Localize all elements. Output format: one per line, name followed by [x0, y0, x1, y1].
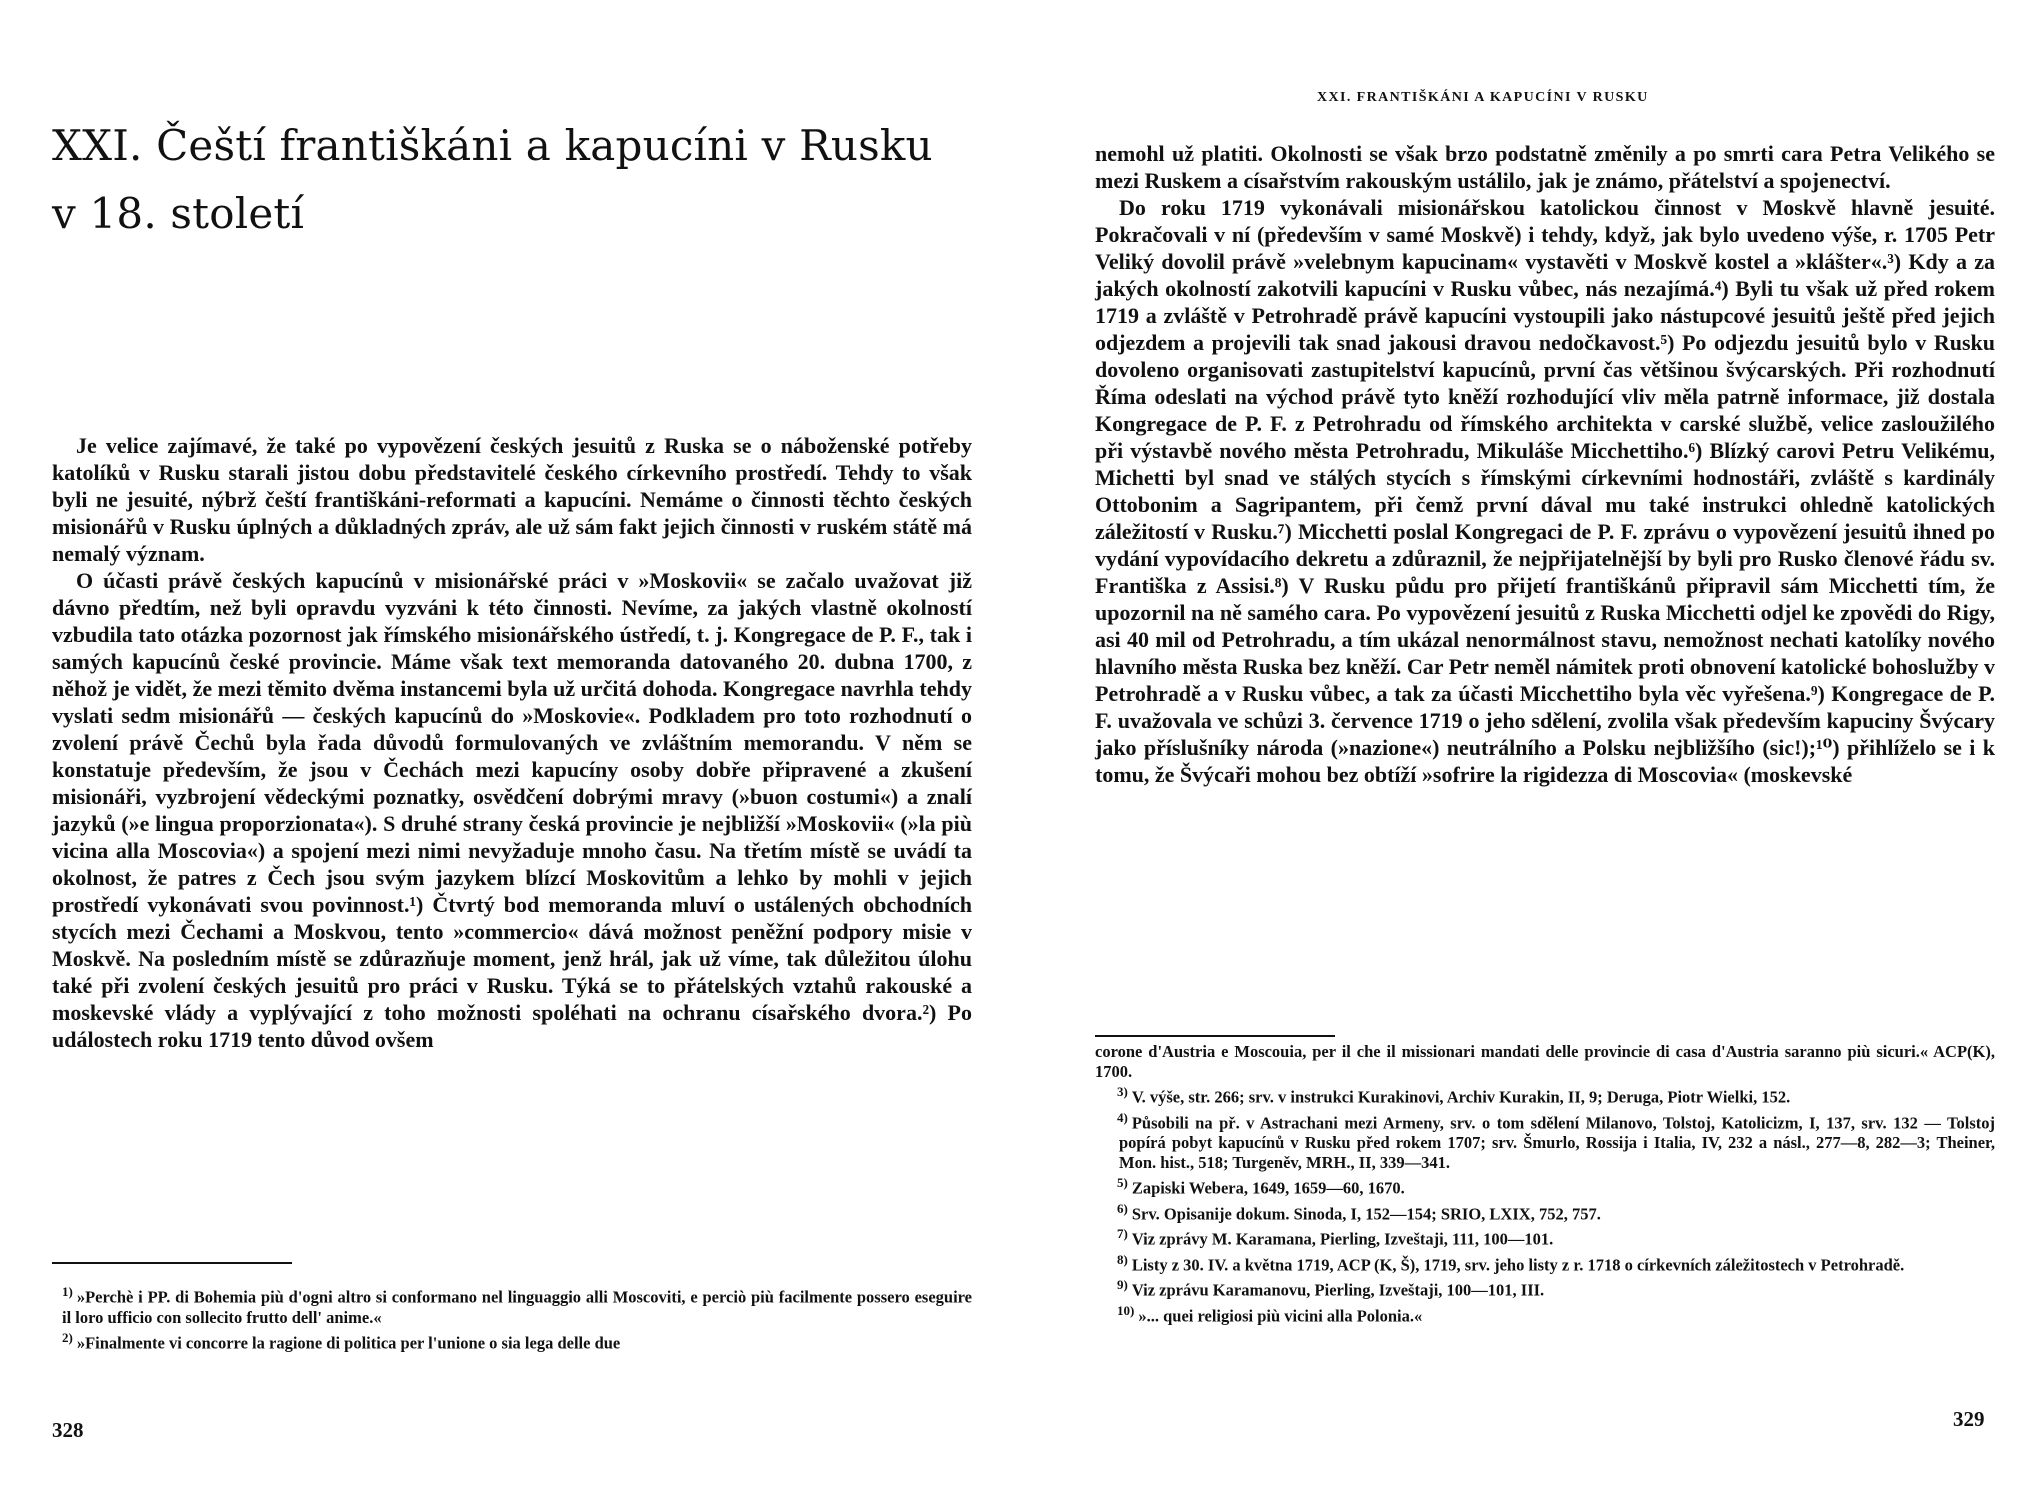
- footnote-mark: 4): [1117, 1109, 1128, 1125]
- footnote-rule: [52, 1262, 292, 1264]
- footnote-mark: 2): [62, 1329, 73, 1345]
- footnote: [62, 1328, 972, 1354]
- footnote-text: V. výše, str. 266; srv. v instrukci Kurakinovi, Archiv Kurakin, II, 9; Deruga, Piotr Wielki, 152.: [1131, 1087, 1791, 1107]
- paragraph: Je velice zajímavé, že také po vypovězení českých jesuitů z Ruska se o náboženské potřeby katolíků v Rusku starali jistou dobu představitelé českého církevního prostředí. Tehdy to však byli ne jesuité, nýbrž čeští františkáni-reformati a kapucíni. Nemáme o činnosti těchto českých misionářů v Rusku úplných a důkladných zpráv, ale už sám fakt jejich činnosti v ruském státě má nemalý význam.: [52, 433, 972, 566]
- page-number: 329: [1953, 1407, 1985, 1431]
- footnote-mark: 9): [1117, 1277, 1128, 1292]
- footnote-text: Působili na př. v Astrachani mezi Armeny, srv. o tom sdělení Milanovo, Tolstoj, Katolicizm, I, 137, srv. 132 — Tolstoj popírá pobyt kapucínů v Rusku před rokem 1707; srv. Šmurlo, Rossija i Italia, IV, 232 a násl., 277—8, 282—3; Theiner, Mon. hist., 518; Turgeněv, MRH., II, 339—341.: [1119, 1113, 1995, 1172]
- paragraph: O účasti právě českých kapucínů v misionářské práci v »Moskovii« se začalo uvažovat již dávno předtím, než byli opravdu vyzváni k této činnosti. Nevíme, za jakých vlastně okolností vzbudila tato otázka pozornost jak římského misionářského ústředí, t. j. Kongregace de P. F., tak i samých kapucínů české provincie. Máme však text memoranda datovaného 20. dubna 1700, z něhož je vidět, že mezi těmito dvěma instancemi byla už určitá dohoda. Kongregace navrhla tehdy vyslati sedm misionářů — českých kapucínů do »Moskovie«. Podkladem pro toto rozhodnutí o zvolení právě Čechů byla řada důvodů formulovaných ve zvláštním memorandu. V něm se konstatuje především, že jsou v Čechách mezi kapucíny osoby dobře připravené a zkušení misionáři, vyzbrojení vědeckými poznatky, osvědčení dobrými mravy (»buon costumi«) a znalí jazyků (»e lingua proporzionata«). S druhé strany česká provincie je nejbližší »Moskovii« (»la più vicina alla Moscovia«) a spojení mezi nimi nevyžaduje mnoho času. Na třetím místě se uvádí ta okolnost, že patres z Čech jsou svým jazykem blízcí Moskovitům a lehko by mohli v jejich prostředí vykonávati svou povinnost.¹) Čtvrtý bod memoranda mluví o ustálených obchodních stycích mezi Čechami a Moskvou, tento »commercio« dává možnost peněžní podpory misie v Moskvě. Na posledním místě se zdůrazňuje moment, jenž hrál, jak už víme, tak důležitou úlohu také při zvolení českých jesuitů pro práci v Rusku. Týká se to přátelských vztahů rakouské a moskevské vlády a vyplývající z toho možnosti spoléhati na ochranu císařského dvora.²) Po událostech roku 1719 tento důvod ovšem: [52, 568, 972, 1052]
- paragraph: Do roku 1719 vykonávali misionářskou katolickou činnost v Moskvě hlavně jesuité. Pokračovali v ní (především v samé Moskvě) i tehdy, když, jak bylo uvedeno výše, r. 1705 Petr Veliký dovolil právě »velebnym kapucinam« vystavěti v Moskvě kostel a »klášter«.³) Kdy a za jakých okolností zakotvili kapucíni v Rusku vůbec, nás nezajímá.⁴) Byli tu však už před rokem 1719 a zvláště v Petrohradě právě kapucíni vystoupili jako nástupcové jesuitů ještě před jejich odjezdem a projevili tak snad jakousi dravou nedočkavost.⁵) Po odjezdu jesuitů bylo v Rusku dovoleno organisovati zastupitelství kapucínů, první čas většinou švýcarských. Při rozhodnutí Říma odeslati na východ právě tyto kněží rozhodující vliv měla patrně informace, již dostala Kongregace de P. F. z Petrohradu od římského architekta v carské službě, velice zasloužilého při výstavbě nového města Petrohradu, Mikuláše Micchettiho.⁶) Blízký carovi Petru Velikému, Michetti byl snad ve stálých stycích s římskými církevními hodnostáři, zvláště s kardinály Ottobonim a Sagripantem, při čemž první dával mu také instrukci ohledně katolických záležitostí v Rusku.⁷) Micchetti poslal Kongregaci de P. F. zprávu o vypovězení jesuitů ihned po vydání vypovídacího dekretu a zdůraznil, že nejpřijatelnější by byli pro Rusko členové řádu sv. Františka z Assisi.⁸) V Rusku půdu pro přijetí františkánů připravil sám Micchetti tím, že upozornil na ně samého cara. Po vypovězení jesuitů z Ruska Micchetti odjel ke zpovědi do Rigy, asi 40 mil od Petrohradu, a tím ukázal nenormálnost stavu, nemožnost nechati katolíky nového hlavního města Ruska bez kněží. Car Petr neměl námitek proti obnovení katolické bohoslužby v Petrohradě a v Rusku vůbec, a tak za účasti Micchettiho byla věc vyřešena.⁹) Kongregace de P. F. uvažovala ve schůzi 3. července 1719 o jeho sdělení, zvolila však především kapuciny Švýcary jako příslušníky národa (»nazione«) neutrálního a Polsku nejbližšího (sic!);¹⁰) přihlíželo se i k tomu, že Švýcaři mohou bez obtíží »sofrire la rigidezza di Moscovia« (moskevské: [1095, 195, 1995, 787]
- right-body-text: [1095, 140, 1995, 788]
- footnote: [1095, 1250, 1995, 1276]
- paragraph: nemohl už platiti. Okolnosti se však brzo podstatně změnily a po smrti cara Petra Velikého se mezi Ruskem a císařstvím rakouským ustálilo, jak je známo, přátelství a spojenectví.: [1095, 141, 1995, 193]
- footnote-text: Viz zprávu Karamanovu, Pierling, Izveštaji, 100—101, III.: [1131, 1280, 1545, 1300]
- footnote-text: corone d'Austria e Moscouia, per il che il missionari mandati delle provincie di casa d'Austria saranno più sicuri.« ACP(K), 1700.: [1095, 1042, 1995, 1081]
- footnote-mark: 8): [1117, 1251, 1128, 1267]
- right-footnotes: [1095, 1042, 1995, 1326]
- chapter-title: [52, 112, 952, 248]
- footnote-mark: 5): [1117, 1175, 1128, 1190]
- footnote: [1095, 1082, 1995, 1108]
- footnote-mark: 3): [1117, 1084, 1128, 1099]
- footnote-text: »Perchè i PP. di Bohemia più d'ogni altro si conformano nel linguaggio alli Moscoviti, e perciò più facilmente possero eseguire il loro ufficio con sollecito frutto dell' anime.«: [62, 1287, 972, 1327]
- footnote-mark: 1): [62, 1284, 73, 1299]
- footnote-text: Listy z 30. IV. a května 1719, ACP (K, Š), 1719, srv. jeho listy z r. 1718 o církevních záležitostech v Petrohradě.: [1131, 1255, 1905, 1274]
- right-page: [1017, 0, 2034, 1500]
- footnote-text: Zapiski Webera, 1649, 1659—60, 1670.: [1131, 1178, 1405, 1198]
- footnote-mark: 7): [1117, 1226, 1128, 1241]
- footnote-mark: 6): [1117, 1200, 1128, 1216]
- footnote-text: Srv. Opisanije dokum. Sinoda, I, 152—154; SRIO, LXIX, 752, 757.: [1131, 1204, 1601, 1223]
- page-number: 328: [52, 1418, 84, 1442]
- footnote: [1095, 1042, 1995, 1082]
- footnote: [62, 1282, 972, 1328]
- footnote-mark: 10): [1117, 1302, 1135, 1318]
- footnote-text: Viz zprávy M. Karamana, Pierling, Izveštaji, 111, 100—101.: [1131, 1229, 1554, 1249]
- footnote: [1095, 1108, 1995, 1174]
- left-footnotes: [62, 1282, 972, 1353]
- footnote: [1095, 1275, 1995, 1301]
- footnote-text: »... quei religiosi più vicini alla Polonia.«: [1138, 1306, 1423, 1325]
- footnote: [1095, 1199, 1995, 1225]
- footnote: [1095, 1173, 1995, 1199]
- chapter-title-line-2: v 18. století: [52, 189, 305, 238]
- running-head: XXI. FRANTIŠKÁNI A KAPUCÍNI V RUSKU: [1317, 90, 1649, 105]
- footnote-rule: [1095, 1035, 1335, 1037]
- left-body-text: [52, 432, 972, 1053]
- footnote: [1095, 1301, 1995, 1327]
- footnote-text: »Finalmente vi concorre la ragione di politica per l'unione o sia lega delle due: [76, 1333, 621, 1352]
- footnote: [1095, 1224, 1995, 1250]
- chapter-title-line-1: XXI. Čeští františkáni a kapucíni v Rusku: [52, 121, 933, 170]
